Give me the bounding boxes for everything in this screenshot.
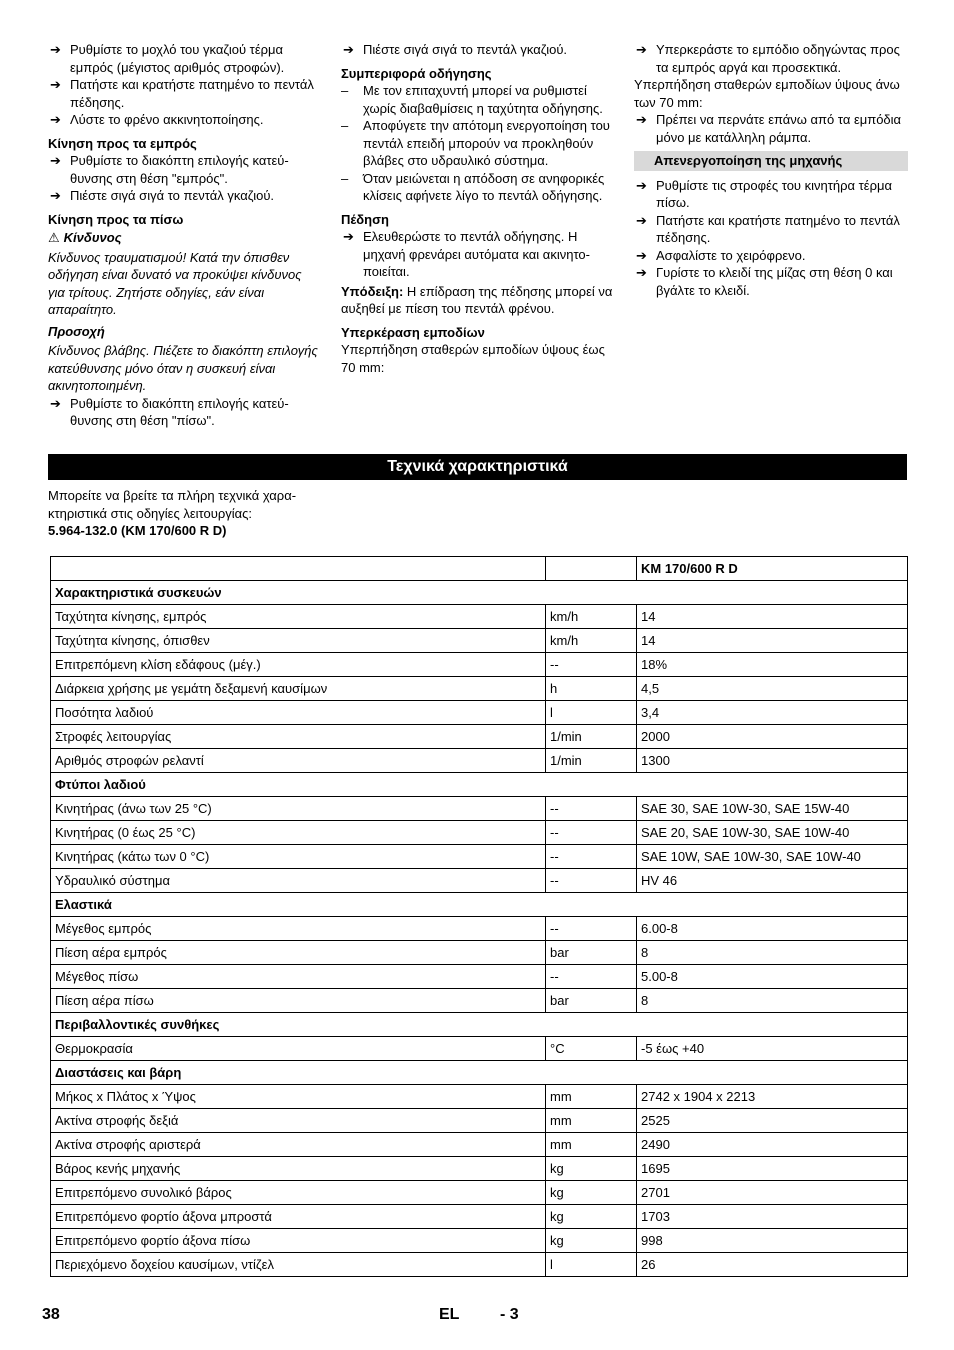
label-cell: Ταχύτητα κίνησης, εμπρός [51,605,546,629]
arrow-icon: ➔ [636,265,647,280]
arrow-icon: ➔ [636,42,647,57]
value-cell: SAE 20, SAE 10W-30, SAE 10W-40 [637,821,908,845]
unit-cell: -- [546,653,637,677]
label-cell: Διάρκεια χρήσης με γεμάτη δεξαμενή καυσίμων [51,677,546,701]
unit-cell: kg [546,1229,637,1253]
table-row [51,917,908,941]
instruction-item: ➔ Λύστε το φρένο ακκινητοποίησης. [50,112,264,127]
label-cell: Πίεση αέρα πίσω [51,989,546,1013]
value-cell: 2701 [637,1181,908,1205]
label-cell: Επιτρεπόμενο φορτίο άξονα μπροστά [51,1205,546,1229]
label-cell: Περιεχόμενο δοχείου καυσίμων, ντίζελ [51,1253,546,1277]
value-cell: 998 [637,1229,908,1253]
arrow-icon: ➔ [636,212,647,228]
table-section-row [51,893,908,917]
value-cell: 3,4 [637,701,908,725]
technical-data-table [50,556,908,1277]
value-cell: -5 έως +40 [637,1037,908,1061]
list-item: – Με τον επιταχυντή μπορεί να ρυθμιστεί χωρίς διαβαθμίσεις η ταχύτητα οδήγησης. [341,83,603,116]
arrow-icon: ➔ [636,112,647,127]
table-row [51,1085,908,1109]
model-reference: 5.964-132.0 (KM 170/600 R D) [48,523,227,538]
unit-cell: mm [546,1109,637,1133]
table-section-row [51,773,908,797]
value-cell: 2742 x 1904 x 2213 [637,1085,908,1109]
arrow-icon: ➔ [50,112,61,127]
label-cell: Επιτρεπόμενο συνολικό βάρος [51,1181,546,1205]
section-heading-cell: Περιβαλλοντικές συνθήκες [51,1013,908,1037]
table-row [51,677,908,701]
unit-cell: kg [546,1205,637,1229]
label-cell: Κινητήρας (άνω των 25 °C) [51,797,546,821]
column-3 [634,41,908,299]
arrow-icon: ➔ [343,229,354,244]
label-cell: Επιτρεπόμενη κλίση εδάφους (μέγ.) [51,653,546,677]
label-cell: Ακτίνα στροφής αριστερά [51,1133,546,1157]
value-cell: 4,5 [637,677,908,701]
unit-cell: mm [546,1085,637,1109]
column-2 [341,41,613,376]
warning-icon: ⚠ [48,230,60,245]
instruction-item: ➔ Πατήστε και κρατήστε πατημένο το πεντάλ πέδησης. [636,212,900,245]
value-cell: 2000 [637,725,908,749]
value-cell: 18% [637,653,908,677]
label-cell: Μήκος x Πλάτος x Ύψος [51,1085,546,1109]
dash-bullet: – [341,118,349,133]
unit-cell: -- [546,869,637,893]
danger-title: ⚠ Κίνδυνος [48,230,122,245]
value-cell: HV 46 [637,869,908,893]
technical-intro [48,487,328,540]
table-row [51,989,908,1013]
label-cell: Ποσότητα λαδιού [51,701,546,725]
value-cell: 8 [637,989,908,1013]
value-cell: 14 [637,605,908,629]
heading-shutdown: Απενεργοποίηση της μηχανής [634,151,908,171]
heading-braking: Πέδηση [341,211,389,227]
unit-cell: km/h [546,629,637,653]
value-cell: 6.00-8 [637,917,908,941]
table-row [51,1181,908,1205]
table-row [51,1037,908,1061]
label-cell: Ταχύτητα κίνησης, όπισθεν [51,629,546,653]
unit-cell: kg [546,1157,637,1181]
unit-cell: bar [546,989,637,1013]
label-cell: Ακτίνα στροφής δεξιά [51,1109,546,1133]
table-row [51,845,908,869]
caution-title: Προσοχή [48,323,105,339]
value-cell: 1695 [637,1157,908,1181]
section-indicator: - 3 [500,1306,519,1323]
table-section-row [51,581,908,605]
list-item: – Όταν μειώνεται η απόδοση σε ανηφορικές κλίσεις αφήνετε λίγο το πεντάλ οδήγησης. [341,170,605,203]
header-cell [546,557,637,581]
dash-bullet: – [341,170,349,186]
caution-text: Κίνδυνος βλάβης. Πιέζετε το διακόπτη επιλογής κατεύθυνσης μόνο όταν η συσκευή είναι ακινητοποιημένη. [48,343,318,393]
instruction-item: ➔ Ρυθμίστε το διακόπτη επιλογής κατεύθυνσης στη θέση "εμπρός". [50,153,289,186]
unit-cell: km/h [546,605,637,629]
value-cell: 14 [637,629,908,653]
section-heading-cell: Ελαστικά [51,893,908,917]
instruction-item: ➔ Υπερκεράστε το εμπόδιο οδηγώντας προς τα εμπρός αργά και προσεκτικά. [636,42,900,75]
value-cell: 1300 [637,749,908,773]
instruction-item: ➔ Γυρίστε το κλειδί της μίζας στη θέση 0 και βγάλτε το κλειδί. [636,265,893,298]
unit-cell: 1/min [546,725,637,749]
table-row [51,653,908,677]
unit-cell: kg [546,1181,637,1205]
heading-obstacle: Υπερκέραση εμποδίων [341,324,485,340]
value-cell: SAE 30, SAE 10W-30, SAE 15W-40 [637,797,908,821]
arrow-icon: ➔ [50,77,61,92]
arrow-icon: ➔ [50,395,61,411]
unit-cell: °C [546,1037,637,1061]
heading-backward: Κίνηση προς τα πίσω [48,211,184,227]
instruction-item: ➔ Πιέστε σιγά σιγά το πεντάλ γκαζιού. [343,42,568,57]
table-row [51,1133,908,1157]
table-row [51,605,908,629]
value-cell: SAE 10W, SAE 10W-30, SAE 10W-40 [637,845,908,869]
table-row [51,749,908,773]
value-cell: 5.00-8 [637,965,908,989]
table-header-row [51,557,908,581]
value-cell: 8 [637,941,908,965]
table-row [51,725,908,749]
unit-cell: -- [546,965,637,989]
label-cell: Θερμοκρασία [51,1037,546,1061]
label-cell: Επιτρεπόμενο φορτίο άξονα πίσω [51,1229,546,1253]
value-cell: 26 [637,1253,908,1277]
arrow-icon: ➔ [343,42,354,57]
section-heading-cell: Διαστάσεις και βάρη [51,1061,908,1085]
instruction-item: ➔ Ρυθμίστε τις στροφές του κινητήρα τέρμα πίσω. [636,177,892,210]
instruction-item: ➔ Πρέπει να περνάτε επάνω από τα εμπόδια μόνο με κατάλληλη ράμπα. [636,112,902,145]
label-cell: Βάρος κενής μηχανής [51,1157,546,1181]
arrow-icon: ➔ [636,177,647,193]
table-row [51,869,908,893]
arrow-icon: ➔ [50,42,61,57]
unit-cell: l [546,1253,637,1277]
label-cell: Κινητήρας (κάτω των 0 °C) [51,845,546,869]
arrow-icon: ➔ [636,247,647,263]
value-cell: 2525 [637,1109,908,1133]
label-cell: Αριθμός στροφών ρελαντί [51,749,546,773]
arrow-icon: ➔ [50,188,61,203]
instruction-item: ➔ Ρυθμίστε το μοχλό του γκαζιού τέρμα εμπρός (μέγιστος αριθμός στροφών). [50,42,285,75]
table-row [51,1253,908,1277]
unit-cell: mm [546,1133,637,1157]
table-row [51,629,908,653]
table-row [51,821,908,845]
heading-driving-behavior: Συμπεριφορά οδήγησης [341,65,492,81]
heading-forward: Κίνηση προς τα εμπρός [48,135,197,151]
table-row [51,1205,908,1229]
instruction-item: ➔ Πιέστε σιγά σιγά το πεντάλ γκαζιού. [50,188,275,203]
table-row [51,1157,908,1181]
page-number: 38 [42,1306,60,1323]
table-row [51,797,908,821]
danger-text: Κίνδυνος τραυματισμού! Κατά την όπισθεν οδήγηση είναι δυνατό να προκύψει κίνδυνος για τρίτους. Ζητήστε οδηγίες, εάν είναι απαραίτητο. [48,249,302,317]
table-row [51,1109,908,1133]
table-row [51,941,908,965]
instruction-item: ➔ Πατήστε και κρατήστε πατημένο το πεντάλ πέδησης. [50,77,314,110]
label-cell: Μέγεθος πίσω [51,965,546,989]
instruction-item: ➔ Ρυθμίστε το διακόπτη επιλογής κατεύθυνσης στη θέση "πίσω". [50,395,289,428]
unit-cell: -- [546,917,637,941]
header-model-cell: KM 170/600 R D [637,557,908,581]
language-code: EL [439,1306,460,1323]
intro-text: Μπορείτε να βρείτε τα πλήρη τεχνικά χαρακτηριστικά στις οδηγίες λειτουργίας: [48,488,297,521]
label-cell: Μέγεθος εμπρός [51,917,546,941]
section-heading-cell: Φτύποι λαδιού [51,773,908,797]
unit-cell: -- [546,821,637,845]
section-heading-cell: Χαρακτηριστικά συσκευών [51,581,908,605]
table-row [51,965,908,989]
instruction-item: ➔ Ασφαλίστε το χειρόφρενο. [636,247,806,263]
obstacle-text: Υπερπήδηση σταθερών εμποδίων ύψους άνω των 70 mm: [634,77,900,110]
instruction-item: ➔ Ελευθερώστε το πεντάλ οδήγησης. Η μηχανή φρενάρει αυτόματα και ακινητοποιείται. [343,229,590,279]
unit-cell: -- [546,845,637,869]
unit-cell: 1/min [546,749,637,773]
unit-cell: bar [546,941,637,965]
obstacle-text: Υπερπήδηση σταθερών εμποδίων ύψους έως 70 mm: [341,342,605,375]
table-row [51,1229,908,1253]
arrow-icon: ➔ [50,153,61,168]
label-cell: Στροφές λειτουργίας [51,725,546,749]
header-cell [51,557,546,581]
value-cell: 1703 [637,1205,908,1229]
list-item: – Αποφύγετε την απότομη ενεργοποίηση του πεντάλ επειδή μπορούν να προκληθούν βλάβες στο υδραυλικό σύστημα. [341,118,610,168]
section-title-technical-data: Τεχνικά χαρακτηριστικά [48,454,907,480]
table-section-row [51,1013,908,1037]
label-cell: Υδραυλικό σύστημα [51,869,546,893]
label-cell: Κινητήρας (0 έως 25 °C) [51,821,546,845]
value-cell: 2490 [637,1133,908,1157]
label-cell: Πίεση αέρα εμπρός [51,941,546,965]
unit-cell: l [546,701,637,725]
unit-cell: -- [546,797,637,821]
dash-bullet: – [341,83,349,98]
column-1 [48,41,320,430]
unit-cell: h [546,677,637,701]
table-row [51,701,908,725]
braking-note: Υπόδειξη: Η επίδραση της πέδησης μπορεί να αυξηθεί με πίεση του πεντάλ φρένου. [341,283,613,316]
table-section-row [51,1061,908,1085]
